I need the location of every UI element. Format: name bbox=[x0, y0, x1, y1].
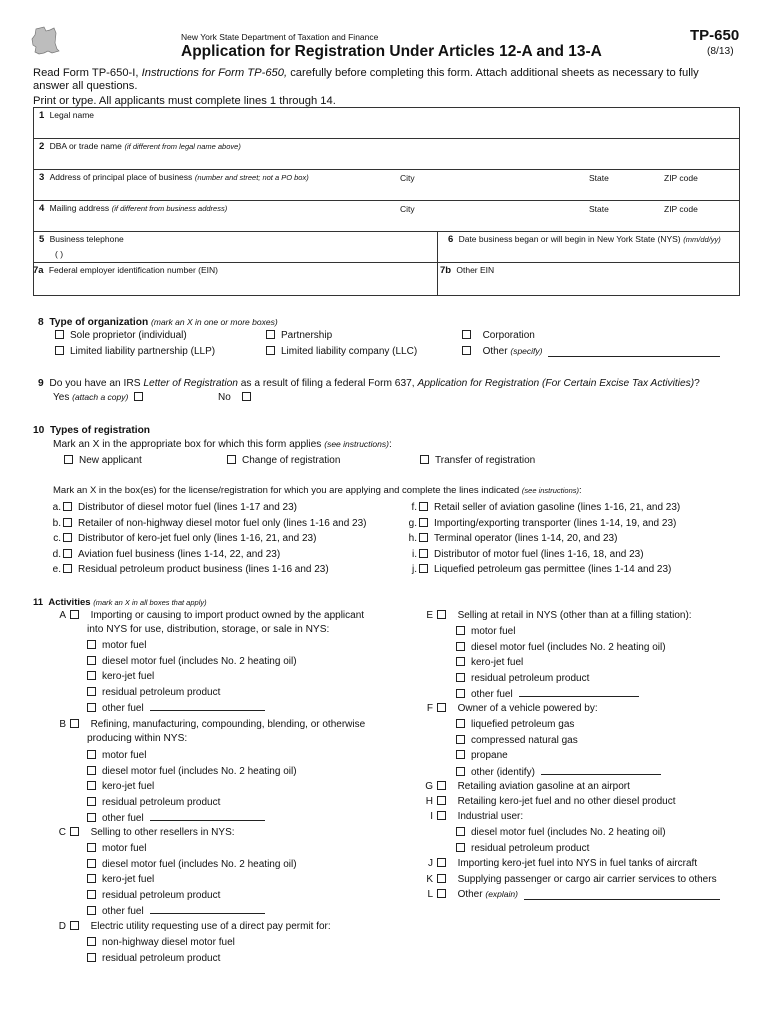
option-text: Liquefied petroleum gas permittee (lines 1-14 and 23) bbox=[434, 564, 672, 576]
option-text: Aviation fuel business (lines 1-14, 22, and 23) bbox=[78, 548, 281, 560]
intro-line-2: answer all questions. bbox=[33, 80, 138, 92]
sub-option-text: motor fuel bbox=[102, 640, 147, 651]
checkbox[interactable] bbox=[70, 827, 79, 836]
sub-option-text: residual petroleum product bbox=[102, 889, 221, 901]
checkbox[interactable] bbox=[63, 502, 72, 511]
checkbox[interactable] bbox=[456, 767, 465, 776]
intro-line-1: Read Form TP-650-I, Instructions for Form TP-650, carefully before completing this form. Attach additional sheets as necessary to fully bbox=[33, 67, 699, 79]
state-label: State bbox=[589, 173, 609, 183]
q10-license-option[interactable] bbox=[387, 549, 644, 560]
q10-license-option[interactable] bbox=[387, 502, 680, 513]
sub-option[interactable] bbox=[87, 843, 146, 854]
checkbox[interactable] bbox=[419, 549, 428, 558]
checkbox[interactable] bbox=[437, 811, 446, 820]
other-ein-field[interactable]: 7b Other EIN bbox=[440, 265, 495, 276]
sub-option[interactable] bbox=[456, 750, 508, 761]
principal-address-field[interactable]: 3 Address of principal place of business (number and street; not a PO box) bbox=[39, 172, 309, 183]
option-text: Importing/exporting transporter (lines 1-14, 19, and 23) bbox=[434, 517, 677, 529]
q10-heading: 10 Types of registration bbox=[33, 425, 151, 436]
checkbox[interactable] bbox=[437, 781, 446, 790]
checkbox[interactable] bbox=[227, 455, 236, 464]
checkbox[interactable] bbox=[70, 921, 79, 930]
sub-option-text: other fuel bbox=[102, 906, 144, 917]
checkbox[interactable] bbox=[437, 858, 446, 867]
checkbox[interactable] bbox=[419, 564, 428, 573]
checkbox[interactable] bbox=[456, 657, 465, 666]
q11-activity-g[interactable]: G Retailing aviation gasoline at an airport bbox=[425, 781, 630, 792]
checkbox[interactable] bbox=[63, 518, 72, 527]
checkbox[interactable] bbox=[437, 610, 446, 619]
sub-option-text: other (identify) bbox=[471, 766, 535, 778]
checkbox[interactable] bbox=[419, 533, 428, 542]
checkbox[interactable] bbox=[134, 392, 143, 401]
sub-option[interactable] bbox=[87, 656, 297, 667]
revision-date: (8/13) bbox=[707, 46, 734, 57]
q11-activity-d[interactable]: D Electric utility requesting use of a direct pay permit for: bbox=[58, 921, 331, 932]
q9-yes[interactable]: Yes (attach a copy) bbox=[53, 392, 149, 403]
q10-license-option[interactable] bbox=[33, 564, 329, 575]
sub-option[interactable] bbox=[87, 687, 220, 698]
checkbox[interactable] bbox=[419, 502, 428, 511]
option-text: Distributor of diesel motor fuel (lines 1-17 and 23) bbox=[78, 502, 297, 513]
q8-llc[interactable]: Limited liability company (LLC) bbox=[266, 346, 417, 357]
new-york-state-map-icon bbox=[30, 25, 60, 57]
q10-license-option[interactable] bbox=[387, 564, 671, 575]
checkbox[interactable] bbox=[87, 890, 96, 899]
q11-activity-l[interactable]: L Other (explain) bbox=[427, 889, 518, 900]
option-text: Retailer of non-highway diesel motor fuel only (lines 1-16 and 23) bbox=[78, 517, 367, 529]
sub-option-text: kero-jet fuel bbox=[102, 671, 155, 682]
sub-option[interactable] bbox=[456, 719, 574, 730]
option-letter: i. bbox=[412, 548, 417, 560]
checkbox[interactable] bbox=[437, 796, 446, 805]
sub-option[interactable] bbox=[87, 953, 220, 964]
sub-option-text: other fuel bbox=[471, 689, 513, 700]
city-label: City bbox=[400, 173, 415, 183]
q8-other-specify-line[interactable] bbox=[548, 356, 720, 357]
mailing-address-field[interactable]: 4 Mailing address (if different from business address) bbox=[39, 203, 228, 214]
q11-l-explain-line[interactable] bbox=[524, 899, 720, 900]
checkbox[interactable] bbox=[242, 392, 251, 401]
sub-option-text: diesel motor fuel (includes No. 2 heating oil) bbox=[471, 827, 666, 838]
option-letter: g. bbox=[408, 517, 417, 529]
option-letter: f. bbox=[411, 502, 417, 513]
checkbox[interactable] bbox=[87, 687, 96, 696]
checkbox[interactable] bbox=[87, 874, 96, 883]
q11-activity-f[interactable]: F Owner of a vehicle powered by: bbox=[426, 703, 598, 714]
sub-option[interactable] bbox=[87, 874, 154, 885]
q10-change-of-registration[interactable]: Change of registration bbox=[227, 455, 340, 466]
q11-activity-e[interactable]: E Selling at retail in NYS (other than at a filling station): bbox=[426, 610, 692, 621]
business-telephone-field[interactable]: 5 Business telephone bbox=[39, 234, 124, 245]
q11-activity-j[interactable]: J Importing kero-jet fuel into NYS in fuel tanks of aircraft bbox=[428, 858, 698, 869]
form-number: TP-650 bbox=[690, 27, 740, 44]
sub-option[interactable] bbox=[87, 702, 265, 714]
sub-option[interactable] bbox=[87, 750, 146, 761]
sub-option[interactable] bbox=[456, 673, 589, 684]
sub-option[interactable] bbox=[456, 843, 589, 854]
q11-activity-a[interactable]: A Importing or causing to import product owned by the applicant bbox=[59, 610, 365, 621]
sub-option-text: other fuel bbox=[102, 703, 144, 714]
checkbox[interactable] bbox=[55, 346, 64, 355]
form-title: Application for Registration Under Articles 12-A and 13-A bbox=[181, 43, 602, 60]
sub-option-text: residual petroleum product bbox=[102, 796, 221, 808]
checkbox[interactable] bbox=[55, 330, 64, 339]
option-text: Residual petroleum product business (lines 1-16 and 23) bbox=[78, 564, 329, 576]
q10-instruction-1: Mark an X in the appropriate box for which this form applies (see instructions): bbox=[53, 439, 392, 450]
sub-option-text: diesel motor fuel (includes No. 2 heating oil) bbox=[102, 858, 297, 870]
q10-license-option[interactable] bbox=[33, 549, 280, 560]
sub-option[interactable] bbox=[87, 766, 297, 777]
sub-option-text: kero-jet fuel bbox=[102, 874, 155, 885]
sub-option[interactable] bbox=[87, 859, 297, 870]
sub-option-text: diesel motor fuel (includes No. 2 heating oil) bbox=[102, 765, 297, 777]
q10-license-option[interactable] bbox=[33, 533, 316, 544]
sub-option[interactable] bbox=[456, 642, 666, 653]
option-text: Distributor of kero-jet fuel only (lines 1-16, 21, and 23) bbox=[78, 533, 317, 545]
option-text: Retail seller of aviation gasoline (lines 1-16, 21, and 23) bbox=[434, 502, 681, 513]
specify-line[interactable] bbox=[541, 766, 661, 775]
checkbox[interactable] bbox=[437, 874, 446, 883]
option-letter: d. bbox=[52, 548, 61, 560]
sub-option[interactable] bbox=[456, 688, 639, 700]
q11-activity-i[interactable]: I Industrial user: bbox=[430, 811, 524, 822]
checkbox[interactable] bbox=[456, 827, 465, 836]
checkbox[interactable] bbox=[456, 642, 465, 651]
q8-heading: 8 Type of organization (mark an X in one or more boxes) bbox=[38, 317, 278, 328]
q8-corporation[interactable]: Corporation bbox=[462, 330, 535, 341]
q8-other[interactable]: Other (specify) bbox=[462, 346, 542, 357]
sub-option-text: motor fuel bbox=[471, 626, 516, 637]
q8-sole-proprietor[interactable]: Sole proprietor (individual) bbox=[55, 330, 187, 341]
sub-option[interactable] bbox=[87, 890, 220, 901]
checkbox[interactable] bbox=[87, 640, 96, 649]
q10-new-applicant[interactable]: New applicant bbox=[64, 455, 142, 466]
telephone-area-code: ( ) bbox=[55, 249, 64, 259]
checkbox[interactable] bbox=[87, 859, 96, 868]
checkbox[interactable] bbox=[456, 719, 465, 728]
specify-line[interactable] bbox=[150, 812, 265, 821]
sub-option[interactable] bbox=[87, 671, 154, 682]
option-letter: e. bbox=[52, 564, 61, 576]
sub-option-text: diesel motor fuel (includes No. 2 heating oil) bbox=[471, 641, 666, 653]
checkbox[interactable] bbox=[456, 689, 465, 698]
checkbox[interactable] bbox=[70, 610, 79, 619]
federal-ein-field[interactable]: 7a Federal employer identification number (EIN) bbox=[33, 265, 218, 276]
sub-option-text: other fuel bbox=[102, 813, 144, 824]
checkbox[interactable] bbox=[87, 843, 96, 852]
mailing-city-label: City bbox=[400, 204, 415, 214]
option-letter: c. bbox=[53, 533, 61, 545]
checkbox[interactable] bbox=[87, 671, 96, 680]
intro-line-3: Print or type. All applicants must complete lines 1 through 14. bbox=[33, 95, 336, 107]
zip-label: ZIP code bbox=[664, 173, 698, 183]
q9-question: 9 Do you have an IRS Letter of Registration as a result of filing a federal Form 637, Application for Registration (For Certain Excise Tax Activities)? bbox=[38, 378, 700, 389]
q10-license-option[interactable] bbox=[387, 533, 617, 544]
checkbox[interactable] bbox=[420, 455, 429, 464]
checkbox[interactable] bbox=[64, 455, 73, 464]
sub-option[interactable] bbox=[87, 781, 154, 792]
q8-partnership[interactable]: Partnership bbox=[266, 330, 332, 341]
checkbox[interactable] bbox=[87, 797, 96, 806]
checkbox[interactable] bbox=[87, 813, 96, 822]
checkbox[interactable] bbox=[266, 330, 275, 339]
q8-llp[interactable]: Limited liability partnership (LLP) bbox=[55, 346, 215, 357]
specify-line[interactable] bbox=[150, 905, 265, 914]
checkbox[interactable] bbox=[456, 843, 465, 852]
checkbox[interactable] bbox=[456, 735, 465, 744]
q11-activity-b-line2: producing within NYS: bbox=[87, 733, 188, 744]
option-letter: a. bbox=[52, 502, 61, 513]
mailing-state-label: State bbox=[589, 204, 609, 214]
sub-option-text: motor fuel bbox=[102, 750, 147, 761]
option-letter: h. bbox=[408, 533, 417, 545]
sub-option[interactable] bbox=[87, 797, 220, 808]
sub-option[interactable] bbox=[456, 827, 666, 838]
specify-line[interactable] bbox=[519, 688, 639, 697]
q10-license-option[interactable] bbox=[33, 502, 297, 513]
checkbox[interactable] bbox=[437, 889, 446, 898]
q9-no[interactable]: No bbox=[218, 392, 257, 403]
q11-heading: 11 Activities (mark an X in all boxes that apply) bbox=[33, 597, 207, 608]
checkbox[interactable] bbox=[419, 518, 428, 527]
checkbox[interactable] bbox=[456, 626, 465, 635]
q11-activity-b[interactable]: B Refining, manufacturing, compounding, blending, or otherwise bbox=[59, 719, 366, 730]
checkbox[interactable] bbox=[462, 346, 471, 355]
q10-license-option[interactable] bbox=[387, 518, 676, 529]
sub-option-text: non-highway diesel motor fuel bbox=[102, 937, 235, 948]
sub-option-text: residual petroleum product bbox=[102, 686, 221, 698]
checkbox[interactable] bbox=[87, 781, 96, 790]
sub-option-text: motor fuel bbox=[102, 843, 147, 854]
sub-option[interactable] bbox=[456, 735, 578, 746]
sub-option[interactable] bbox=[456, 657, 523, 668]
checkbox[interactable] bbox=[266, 346, 275, 355]
checkbox[interactable] bbox=[456, 673, 465, 682]
q10-license-option[interactable] bbox=[33, 518, 367, 529]
mailing-zip-label: ZIP code bbox=[664, 204, 698, 214]
department-name: New York State Department of Taxation and Finance bbox=[181, 32, 379, 42]
sub-option-text: propane bbox=[471, 750, 508, 761]
checkbox[interactable] bbox=[87, 953, 96, 962]
sub-option[interactable] bbox=[87, 640, 146, 651]
sub-option[interactable] bbox=[87, 937, 235, 948]
sub-option[interactable] bbox=[87, 812, 265, 824]
checkbox[interactable] bbox=[87, 766, 96, 775]
checkbox[interactable] bbox=[456, 750, 465, 759]
sub-option-text: liquefied petroleum gas bbox=[471, 719, 575, 730]
sub-option-text: diesel motor fuel (includes No. 2 heating oil) bbox=[102, 655, 297, 667]
checkbox[interactable] bbox=[87, 937, 96, 946]
q10-transfer-of-registration[interactable]: Transfer of registration bbox=[420, 455, 535, 466]
checkbox[interactable] bbox=[437, 703, 446, 712]
sub-option-text: residual petroleum product bbox=[471, 842, 590, 854]
option-letter: b. bbox=[52, 517, 61, 529]
sub-option[interactable] bbox=[456, 626, 515, 637]
sub-option-text: compressed natural gas bbox=[471, 734, 578, 746]
q10-instruction-2: Mark an X in the box(es) for the license/registration for which you are applying and complete the lines indicated (see instructions): bbox=[53, 485, 582, 496]
sub-option-text: kero-jet fuel bbox=[102, 781, 155, 792]
dba-name-field[interactable]: 2 DBA or trade name (if different from legal name above) bbox=[39, 141, 241, 152]
checkbox[interactable] bbox=[63, 533, 72, 542]
business-start-date-field[interactable]: 6 Date business began or will begin in New York State (NYS) (mm/dd/yy) bbox=[448, 234, 721, 245]
option-text: Terminal operator (lines 1-14, 20, and 23) bbox=[434, 533, 618, 545]
option-letter: j. bbox=[412, 564, 417, 576]
checkbox[interactable] bbox=[63, 564, 72, 573]
legal-name-field[interactable]: 1 Legal name bbox=[39, 110, 94, 121]
q11-activity-a-line2: into NYS for use, distribution, storage, or sale in NYS: bbox=[87, 624, 330, 635]
specify-line[interactable] bbox=[150, 702, 265, 711]
sub-option-text: residual petroleum product bbox=[471, 672, 590, 684]
sub-option[interactable] bbox=[87, 905, 265, 917]
checkbox[interactable] bbox=[462, 330, 471, 339]
q11-activity-k[interactable]: K Supplying passenger or cargo air carrier services to others bbox=[426, 874, 717, 885]
q11-activity-h[interactable]: H Retailing kero-jet fuel and no other diesel product bbox=[425, 796, 676, 807]
q11-activity-c[interactable]: C Selling to other resellers in NYS: bbox=[58, 827, 235, 838]
checkbox[interactable] bbox=[70, 719, 79, 728]
option-text: Distributor of motor fuel (lines 1-16, 18, and 23) bbox=[434, 548, 644, 560]
sub-option[interactable] bbox=[456, 766, 661, 778]
checkbox[interactable] bbox=[87, 750, 96, 759]
checkbox[interactable] bbox=[63, 549, 72, 558]
checkbox[interactable] bbox=[87, 906, 96, 915]
sub-option-text: kero-jet fuel bbox=[471, 657, 524, 668]
checkbox[interactable] bbox=[87, 656, 96, 665]
sub-option-text: residual petroleum product bbox=[102, 952, 221, 964]
checkbox[interactable] bbox=[87, 703, 96, 712]
